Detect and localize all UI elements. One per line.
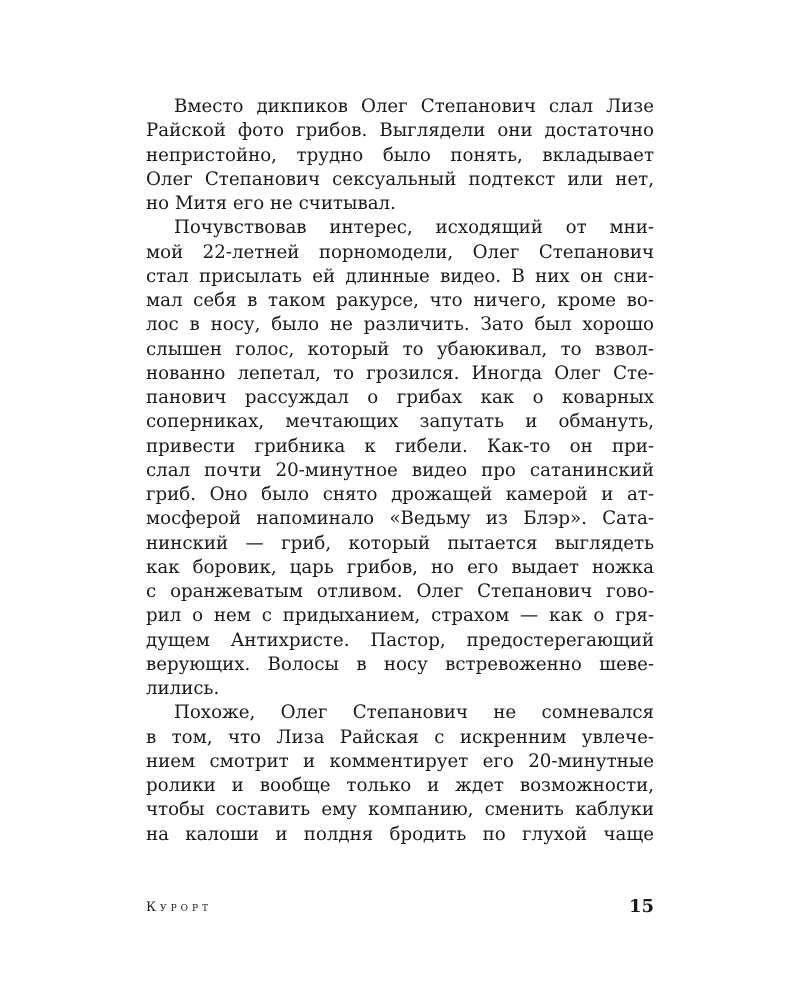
paragraph-2-line-14: нинский — гриб, который пытается выглядеть [146, 532, 654, 554]
paragraph-1-line-4: Олег Степанович сексуальный подтекст или нет, [146, 168, 654, 190]
page-footer [146, 896, 654, 924]
paragraph-3-line-6: на калоши и полдня бродить по глухой чаще [146, 823, 654, 845]
paragraph-2-line-12: гриб. Оно было снято дрожащей камерой и ат- [146, 484, 654, 505]
paragraph-2-line-4: мал себя в таком ракурсе, что ничего, кроме во- [146, 290, 654, 311]
paragraph-2-line-18: дущем Антихристе. Пастор, предостерегающий [146, 629, 654, 651]
paragraph-3-line-5: чтобы составить ему компанию, сменить каблуки [146, 799, 654, 821]
paragraph-2-line-2: мой 22-летней порномодели, Олег Степанович [146, 241, 654, 263]
paragraph-2-line-19: верующих. Волосы в носу встревоженно шеве- [146, 653, 654, 675]
paragraph-1-line-1: Вместо дикпиков Олег Степанович слал Лизе [174, 96, 654, 117]
paragraph-2-line-13: мосферой напоминало «Ведьму из Блэр». Сата- [146, 508, 654, 530]
paragraph-2-line-9: соперниках, мечтающих запутать и обмануть, [146, 411, 654, 433]
paragraph-1-line-3: непристойно, трудно было понять, вкладывает [146, 144, 654, 166]
paragraph-1-line-5: но Митя его не считывал. [146, 193, 396, 214]
paragraph-2-line-16: с оранжеватым отливом. Олег Степанович гово- [146, 581, 654, 602]
paragraph-2-line-5: лос в носу, было не различить. Зато был хорошо [146, 314, 654, 336]
paragraph-2-line-7: нованно лепетал, то грозился. Иногда Олег Сте- [146, 362, 654, 384]
running-head: Курорт [146, 900, 213, 915]
paragraph-3-line-4: ролики и вообще только и ждет возможности, [146, 775, 654, 796]
page-number: 15 [628, 896, 654, 917]
paragraph-2-line-10: привести грибника к гибели. Как-то он при- [146, 435, 654, 457]
paragraph-2-line-6: слышен голос, который то убаюкивал, то взвол- [146, 338, 654, 360]
paragraph-2-line-17: рил о нем с придыханием, страхом — как о гря- [146, 605, 654, 627]
paragraph-2-line-20: лились. [146, 678, 220, 699]
paragraph-2-line-1: Почувствовав интерес, исходящий от мни- [174, 217, 654, 239]
paragraph-3-line-2: в том, что Лиза Райская с искренним увлече- [146, 726, 654, 748]
paragraph-1-line-2: Райской фото грибов. Выглядели они достаточно [146, 120, 654, 142]
paragraph-2-line-8: панович рассуждал о грибах как о коварных [146, 387, 654, 408]
paragraph-3-line-1: Похоже, Олег Степанович не сомневался [174, 702, 654, 724]
paragraph-2-line-15: как боровик, царь грибов, но его выдает ножка [146, 556, 654, 578]
paragraph-2-line-11: слал почти 20-минутное видео про сатанинский [146, 459, 654, 481]
paragraph-2-line-3: стал присылать ей длинные видео. В них он сни- [146, 265, 654, 287]
body-text [146, 95, 654, 847]
paragraph-3-line-3: нием смотрит и комментирует его 20-минутные [146, 750, 654, 772]
